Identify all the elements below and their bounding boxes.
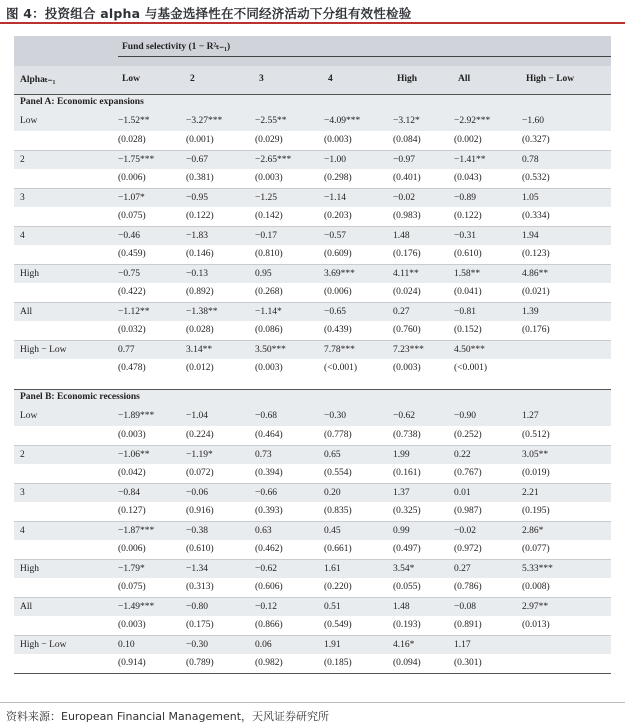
table-cell-pvalue: (0.464) bbox=[255, 430, 283, 440]
table-cell-estimate: 1.99 bbox=[393, 450, 410, 460]
table-cell-estimate: 7.78*** bbox=[324, 345, 355, 355]
table-cell-pvalue: (0.028) bbox=[118, 135, 146, 145]
table-cell-estimate: −0.30 bbox=[324, 411, 346, 421]
table-row-pvalue bbox=[14, 426, 611, 445]
table-cell-estimate: −3.12* bbox=[393, 116, 420, 126]
column-header: 4 bbox=[328, 74, 333, 84]
table-cell-pvalue: (0.029) bbox=[255, 135, 283, 145]
table-cell-pvalue: (0.008) bbox=[522, 582, 550, 592]
table-cell-estimate: 0.20 bbox=[324, 488, 341, 498]
table-cell-pvalue: (0.478) bbox=[118, 363, 146, 373]
table-cell-pvalue: (0.024) bbox=[393, 287, 421, 297]
table-cell-pvalue: (<0.001) bbox=[454, 363, 488, 373]
table-cell-estimate: −1.14 bbox=[324, 193, 346, 203]
table-cell-pvalue: (0.176) bbox=[393, 249, 421, 259]
table-row-pvalue bbox=[14, 578, 611, 597]
table-cell-pvalue: (0.055) bbox=[393, 582, 421, 592]
table-row-estimate bbox=[14, 302, 611, 322]
column-header: 2 bbox=[190, 74, 195, 84]
table-cell-estimate: −0.97 bbox=[393, 155, 415, 165]
table-cell-estimate: −0.75 bbox=[118, 269, 140, 279]
table-cell-estimate: −0.62 bbox=[393, 411, 415, 421]
table-cell-pvalue: (<0.001) bbox=[324, 363, 358, 373]
table-cell-pvalue: (0.760) bbox=[393, 325, 421, 335]
table-cell-pvalue: (0.042) bbox=[118, 468, 146, 478]
table-cell-estimate: −0.46 bbox=[118, 231, 140, 241]
table-cell-pvalue: (0.013) bbox=[522, 620, 550, 630]
table-cell-pvalue: (0.298) bbox=[324, 173, 352, 183]
table-cell-pvalue: (0.075) bbox=[118, 211, 146, 221]
table-cell-pvalue: (0.914) bbox=[118, 658, 146, 668]
table-cell-pvalue: (0.393) bbox=[255, 506, 283, 516]
table-cell-estimate: −1.52** bbox=[118, 116, 150, 126]
table-cell-pvalue: (0.892) bbox=[186, 287, 214, 297]
table-cell-pvalue: (0.610) bbox=[186, 544, 214, 554]
table-cell-pvalue: (0.002) bbox=[454, 135, 482, 145]
table-row-estimate bbox=[14, 521, 611, 541]
row-label: 2 bbox=[20, 450, 25, 460]
table-cell-estimate: 1.17 bbox=[454, 640, 471, 650]
table-cell-pvalue: (0.327) bbox=[522, 135, 550, 145]
row-label: Low bbox=[20, 411, 38, 421]
table-cell-estimate: 7.23*** bbox=[393, 345, 424, 355]
table-cell-pvalue: (0.086) bbox=[255, 325, 283, 335]
table-cell-estimate: 1.61 bbox=[324, 564, 341, 574]
header-band-2 bbox=[14, 66, 611, 94]
table-cell-pvalue: (0.609) bbox=[324, 249, 352, 259]
table-cell-pvalue: (0.028) bbox=[186, 325, 214, 335]
table-row-pvalue bbox=[14, 169, 611, 188]
table-cell-pvalue: (0.224) bbox=[186, 430, 214, 440]
table-cell-estimate: −1.12** bbox=[118, 307, 150, 317]
table-cell-pvalue: (0.789) bbox=[186, 658, 214, 668]
table-cell-pvalue: (0.193) bbox=[393, 620, 421, 630]
table-cell-pvalue: (0.043) bbox=[454, 173, 482, 183]
table-row-pvalue bbox=[14, 131, 611, 150]
row-label: High − Low bbox=[20, 640, 67, 650]
table-cell-pvalue: (0.738) bbox=[393, 430, 421, 440]
table-cell-pvalue: (0.325) bbox=[393, 506, 421, 516]
table-cell-estimate: 4.50*** bbox=[454, 345, 485, 355]
table-cell-pvalue: (0.982) bbox=[255, 658, 283, 668]
table-cell-estimate: −2.65*** bbox=[255, 155, 292, 165]
row-label: All bbox=[20, 602, 33, 612]
table-cell-estimate: −0.95 bbox=[186, 193, 208, 203]
table-row-pvalue bbox=[14, 616, 611, 635]
table-cell-estimate: −1.89*** bbox=[118, 411, 155, 421]
table-row-pvalue bbox=[14, 207, 611, 226]
table-cell-estimate: 1.39 bbox=[522, 307, 539, 317]
table-cell-estimate: 1.37 bbox=[393, 488, 410, 498]
table-cell-estimate: 4.86** bbox=[522, 269, 549, 279]
table-cell-pvalue: (0.003) bbox=[255, 363, 283, 373]
table-cell-estimate: −1.04 bbox=[186, 411, 208, 421]
table-cell-pvalue: (0.512) bbox=[522, 430, 550, 440]
table-cell-pvalue: (0.012) bbox=[186, 363, 214, 373]
table-cell-estimate: −0.84 bbox=[118, 488, 140, 498]
table-cell-pvalue: (0.459) bbox=[118, 249, 146, 259]
table-cell-estimate: 3.05** bbox=[522, 450, 549, 460]
table-cell-pvalue: (0.462) bbox=[255, 544, 283, 554]
table-cell-estimate: 2.86* bbox=[522, 526, 544, 536]
table-cell-estimate: 0.06 bbox=[255, 640, 272, 650]
table-row-pvalue bbox=[14, 321, 611, 340]
table-cell-estimate: 4.11** bbox=[393, 269, 419, 279]
row-label: 3 bbox=[20, 193, 25, 203]
table-cell-estimate: −1.49*** bbox=[118, 602, 155, 612]
table-cell-pvalue: (0.122) bbox=[186, 211, 214, 221]
table-cell-pvalue: (0.001) bbox=[186, 135, 214, 145]
table-cell-estimate: 0.73 bbox=[255, 450, 272, 460]
table-cell-pvalue: (0.610) bbox=[454, 249, 482, 259]
table-cell-pvalue: (0.891) bbox=[454, 620, 482, 630]
table-cell-pvalue: (0.175) bbox=[186, 620, 214, 630]
table-cell-estimate: 0.01 bbox=[454, 488, 471, 498]
table-row-estimate bbox=[14, 445, 611, 465]
table-cell-estimate: −0.06 bbox=[186, 488, 208, 498]
column-header: Low bbox=[122, 74, 140, 84]
table-cell-pvalue: (0.123) bbox=[522, 249, 550, 259]
table-cell-pvalue: (0.835) bbox=[324, 506, 352, 516]
table-cell-estimate: −0.89 bbox=[454, 193, 476, 203]
table-cell-estimate: 0.45 bbox=[324, 526, 341, 536]
table-row-pvalue bbox=[14, 502, 611, 521]
table-cell-estimate: 0.51 bbox=[324, 602, 341, 612]
table-cell-estimate: −1.79* bbox=[118, 564, 145, 574]
table-cell-pvalue: (0.006) bbox=[118, 173, 146, 183]
table-cell-estimate: −1.34 bbox=[186, 564, 208, 574]
table-cell-pvalue: (0.401) bbox=[393, 173, 421, 183]
table-row-pvalue bbox=[14, 464, 611, 483]
table-row-estimate bbox=[14, 226, 611, 246]
table-cell-estimate: 1.05 bbox=[522, 193, 539, 203]
column-header: High − Low bbox=[526, 74, 575, 84]
row-label: High bbox=[20, 269, 39, 279]
table-cell-pvalue: (0.077) bbox=[522, 544, 550, 554]
table-cell-estimate: 0.22 bbox=[454, 450, 471, 460]
table-cell-estimate: −0.02 bbox=[454, 526, 476, 536]
table-cell-estimate: −0.57 bbox=[324, 231, 346, 241]
table-cell-pvalue: (0.268) bbox=[255, 287, 283, 297]
table-cell-estimate: 0.27 bbox=[454, 564, 471, 574]
table-cell-pvalue: (0.003) bbox=[393, 363, 421, 373]
table-cell-estimate: 1.27 bbox=[522, 411, 539, 421]
table-cell-pvalue: (0.983) bbox=[393, 211, 421, 221]
table-cell-estimate: −1.19* bbox=[186, 450, 213, 460]
table-cell-pvalue: (0.987) bbox=[454, 506, 482, 516]
table-cell-pvalue: (0.422) bbox=[118, 287, 146, 297]
table-row-pvalue bbox=[14, 540, 611, 559]
table-cell-pvalue: (0.185) bbox=[324, 658, 352, 668]
table-cell-estimate: −1.07* bbox=[118, 193, 145, 203]
row-label: 2 bbox=[20, 155, 25, 165]
table-row-estimate bbox=[14, 597, 611, 617]
table-row-estimate bbox=[14, 407, 611, 426]
table-cell-estimate: 0.95 bbox=[255, 269, 272, 279]
column-header: 3 bbox=[259, 74, 264, 84]
table-row-estimate bbox=[14, 264, 611, 284]
table-cell-pvalue: (0.019) bbox=[522, 468, 550, 478]
table-cell-estimate: −0.90 bbox=[454, 411, 476, 421]
table-cell-pvalue: (0.252) bbox=[454, 430, 482, 440]
table-cell-pvalue: (0.176) bbox=[522, 325, 550, 335]
figure-title: 图 4：投资组合 alpha 与基金选择性在不同经济活动下分组有效性检验 bbox=[6, 6, 412, 21]
table-cell-pvalue: (0.549) bbox=[324, 620, 352, 630]
table-cell-pvalue: (0.094) bbox=[393, 658, 421, 668]
table-cell-pvalue: (0.041) bbox=[454, 287, 482, 297]
table-cell-estimate: −0.67 bbox=[186, 155, 208, 165]
table-cell-pvalue: (0.606) bbox=[255, 582, 283, 592]
row-label: 4 bbox=[20, 526, 25, 536]
table-cell-estimate: 0.10 bbox=[118, 640, 135, 650]
row-label: High bbox=[20, 564, 39, 574]
table-cell-pvalue: (0.778) bbox=[324, 430, 352, 440]
table-cell-estimate: −0.81 bbox=[454, 307, 476, 317]
column-group-label: Fund selectivity (1 − R²ₜ₋₁) bbox=[122, 42, 231, 52]
table-row-pvalue bbox=[14, 359, 611, 378]
table-cell-estimate: 3.54* bbox=[393, 564, 415, 574]
table-cell-pvalue: (0.866) bbox=[255, 620, 283, 630]
column-header: High bbox=[397, 74, 418, 84]
table-cell-estimate: −0.65 bbox=[324, 307, 346, 317]
table-cell-estimate: −0.38 bbox=[186, 526, 208, 536]
table-cell-estimate: −2.92*** bbox=[454, 116, 491, 126]
table-cell-pvalue: (0.122) bbox=[454, 211, 482, 221]
table-cell-estimate: 3.69*** bbox=[324, 269, 355, 279]
table-cell-pvalue: (0.003) bbox=[118, 430, 146, 440]
footer-rule bbox=[0, 702, 625, 703]
table-cell-estimate: −0.30 bbox=[186, 640, 208, 650]
table-cell-estimate: −1.00 bbox=[324, 155, 346, 165]
table-cell-pvalue: (0.021) bbox=[522, 287, 550, 297]
table-cell-estimate: 1.94 bbox=[522, 231, 539, 241]
table-cell-estimate: −0.02 bbox=[393, 193, 415, 203]
table-cell-estimate: −4.09*** bbox=[324, 116, 361, 126]
table-row-estimate bbox=[14, 112, 611, 131]
table-cell-estimate: 3.50*** bbox=[255, 345, 286, 355]
table-cell-pvalue: (0.003) bbox=[324, 135, 352, 145]
table-cell-pvalue: (0.006) bbox=[118, 544, 146, 554]
table-cell-estimate: −0.13 bbox=[186, 269, 208, 279]
table-cell-estimate: −0.68 bbox=[255, 411, 277, 421]
row-label: High − Low bbox=[20, 345, 67, 355]
table-cell-estimate: 3.14** bbox=[186, 345, 213, 355]
row-label: Low bbox=[20, 116, 38, 126]
table-cell-pvalue: (0.381) bbox=[186, 173, 214, 183]
table-cell-estimate: −0.62 bbox=[255, 564, 277, 574]
row-label: 4 bbox=[20, 231, 25, 241]
table-cell-estimate: −0.31 bbox=[454, 231, 476, 241]
panel-title: Panel A: Economic expansions bbox=[20, 97, 144, 107]
table-cell-estimate: −1.14* bbox=[255, 307, 282, 317]
table-cell-estimate: 0.77 bbox=[118, 345, 135, 355]
column-group-rule bbox=[118, 56, 611, 57]
table-cell-pvalue: (0.195) bbox=[522, 506, 550, 516]
table-cell-estimate: 0.99 bbox=[393, 526, 410, 536]
table-cell-estimate: −0.80 bbox=[186, 602, 208, 612]
table-cell-estimate: 2.21 bbox=[522, 488, 539, 498]
header-band-1 bbox=[14, 36, 611, 66]
table-cell-pvalue: (0.142) bbox=[255, 211, 283, 221]
column-header: All bbox=[458, 74, 471, 84]
table-cell-pvalue: (0.532) bbox=[522, 173, 550, 183]
row-label: All bbox=[20, 307, 33, 317]
table-cell-pvalue: (0.003) bbox=[118, 620, 146, 630]
table-cell-pvalue: (0.394) bbox=[255, 468, 283, 478]
table-cell-estimate: −0.17 bbox=[255, 231, 277, 241]
panel-title: Panel B: Economic recessions bbox=[20, 392, 140, 402]
table-cell-pvalue: (0.301) bbox=[454, 658, 482, 668]
table-cell-estimate: 5.33*** bbox=[522, 564, 553, 574]
table-row-pvalue bbox=[14, 283, 611, 302]
table-cell-estimate: 0.78 bbox=[522, 155, 539, 165]
table-cell-pvalue: (0.161) bbox=[393, 468, 421, 478]
table-cell-estimate: −1.60 bbox=[522, 116, 544, 126]
table-bottom-rule bbox=[14, 673, 611, 674]
table-cell-pvalue: (0.072) bbox=[186, 468, 214, 478]
table-cell-estimate: −1.87*** bbox=[118, 526, 155, 536]
table-cell-pvalue: (0.334) bbox=[522, 211, 550, 221]
table-cell-estimate: 1.58** bbox=[454, 269, 481, 279]
table-cell-estimate: 1.48 bbox=[393, 231, 410, 241]
table-cell-pvalue: (0.075) bbox=[118, 582, 146, 592]
table-cell-estimate: −1.75*** bbox=[118, 155, 155, 165]
table-row-estimate bbox=[14, 483, 611, 503]
table-cell-estimate: 0.65 bbox=[324, 450, 341, 460]
table-cell-estimate: −0.12 bbox=[255, 602, 277, 612]
table-cell-estimate: −1.83 bbox=[186, 231, 208, 241]
table-cell-estimate: −1.06** bbox=[118, 450, 150, 460]
table-cell-pvalue: (0.146) bbox=[186, 249, 214, 259]
table-cell-estimate: 0.27 bbox=[393, 307, 410, 317]
table-cell-estimate: 0.63 bbox=[255, 526, 272, 536]
panel-title-row bbox=[14, 390, 611, 407]
table-cell-estimate: −3.27*** bbox=[186, 116, 223, 126]
table-cell-pvalue: (0.497) bbox=[393, 544, 421, 554]
table-cell-estimate: 4.16* bbox=[393, 640, 415, 650]
table-cell-pvalue: (0.786) bbox=[454, 582, 482, 592]
table-cell-pvalue: (0.554) bbox=[324, 468, 352, 478]
source-note: 资料来源：European Financial Management，天风证券研究所 bbox=[6, 710, 330, 723]
table-cell-pvalue: (0.972) bbox=[454, 544, 482, 554]
table-cell-pvalue: (0.439) bbox=[324, 325, 352, 335]
table-cell-pvalue: (0.313) bbox=[186, 582, 214, 592]
table-cell-pvalue: (0.084) bbox=[393, 135, 421, 145]
table-row-estimate bbox=[14, 340, 611, 360]
table-cell-estimate: 1.91 bbox=[324, 640, 341, 650]
panel-title-row bbox=[14, 95, 611, 112]
table-cell-pvalue: (0.152) bbox=[454, 325, 482, 335]
table-row-estimate bbox=[14, 188, 611, 208]
table-cell-estimate: −1.41** bbox=[454, 155, 486, 165]
table-row-estimate bbox=[14, 635, 611, 655]
table-cell-pvalue: (0.003) bbox=[255, 173, 283, 183]
table-cell-pvalue: (0.127) bbox=[118, 506, 146, 516]
row-label: 3 bbox=[20, 488, 25, 498]
table-cell-pvalue: (0.203) bbox=[324, 211, 352, 221]
row-group-label: Alphaₜ₋₁ bbox=[20, 75, 56, 85]
table-cell-estimate: −1.25 bbox=[255, 193, 277, 203]
table-cell-pvalue: (0.916) bbox=[186, 506, 214, 516]
table-cell-pvalue: (0.220) bbox=[324, 582, 352, 592]
table-row-estimate bbox=[14, 150, 611, 170]
table-cell-pvalue: (0.661) bbox=[324, 544, 352, 554]
table-row-pvalue bbox=[14, 654, 611, 673]
table-cell-pvalue: (0.767) bbox=[454, 468, 482, 478]
table-cell-pvalue: (0.006) bbox=[324, 287, 352, 297]
table-cell-estimate: −0.66 bbox=[255, 488, 277, 498]
table-cell-estimate: 1.48 bbox=[393, 602, 410, 612]
table-cell-estimate: −0.08 bbox=[454, 602, 476, 612]
table-cell-estimate: −1.38** bbox=[186, 307, 218, 317]
table-cell-estimate: 2.97** bbox=[522, 602, 549, 612]
table-cell-pvalue: (0.810) bbox=[255, 249, 283, 259]
title-rule bbox=[0, 22, 625, 24]
table-cell-estimate: −2.55** bbox=[255, 116, 287, 126]
table-cell-pvalue: (0.032) bbox=[118, 325, 146, 335]
table-row-estimate bbox=[14, 559, 611, 579]
table-row-pvalue bbox=[14, 245, 611, 264]
